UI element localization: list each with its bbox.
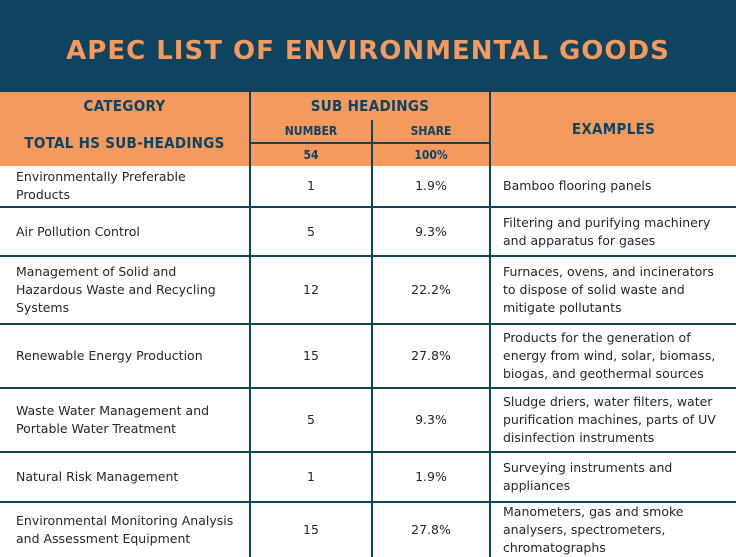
example-cell: Bamboo flooring panels xyxy=(490,166,736,207)
category-cell: Management of Solid and Hazardous Waste and Recycling Systems xyxy=(0,256,250,324)
example-cell: Manometers, gas and smoke analysers, spectrometers, chromatographs xyxy=(490,502,736,557)
example-cell: Products for the generation of energy from wind, solar, biomass, biogas, and geothermal sources xyxy=(490,324,736,388)
example-cell: Sludge driers, water filters, water purification machines, parts of UV disinfection instruments xyxy=(490,388,736,452)
environmental-goods-table xyxy=(0,92,736,557)
table-row xyxy=(0,166,736,207)
total-hs-header: TOTAL HS SUB-HEADINGS xyxy=(0,120,250,166)
category-header: CATEGORY xyxy=(0,92,250,120)
total-share: 100% xyxy=(372,143,490,166)
table-body xyxy=(0,166,736,557)
title-banner xyxy=(0,0,736,92)
table-row xyxy=(0,324,736,388)
table-row xyxy=(0,388,736,452)
sub-headings-header: SUB HEADINGS xyxy=(250,92,490,120)
share-cell: 22.2% xyxy=(372,256,490,324)
table-header xyxy=(0,92,736,166)
total-number: 54 xyxy=(250,143,372,166)
number-header: NUMBER xyxy=(250,120,372,143)
number-cell: 15 xyxy=(250,502,372,557)
page-title: APEC LIST OF ENVIRONMENTAL GOODS xyxy=(66,36,670,66)
number-cell: 1 xyxy=(250,166,372,207)
number-cell: 12 xyxy=(250,256,372,324)
category-cell: Waste Water Management and Portable Water Treatment xyxy=(0,388,250,452)
example-cell: Surveying instruments and appliances xyxy=(490,452,736,502)
number-cell: 1 xyxy=(250,452,372,502)
share-cell: 27.8% xyxy=(372,502,490,557)
number-cell: 15 xyxy=(250,324,372,388)
table-row xyxy=(0,207,736,256)
share-cell: 1.9% xyxy=(372,166,490,207)
share-cell: 27.8% xyxy=(372,324,490,388)
examples-header: EXAMPLES xyxy=(490,92,736,166)
share-cell: 9.3% xyxy=(372,388,490,452)
category-cell: Renewable Energy Production xyxy=(0,324,250,388)
table-row xyxy=(0,452,736,502)
share-cell: 1.9% xyxy=(372,452,490,502)
number-cell: 5 xyxy=(250,388,372,452)
example-cell: Filtering and purifying machinery and apparatus for gases xyxy=(490,207,736,256)
table-row xyxy=(0,256,736,324)
category-cell: Environmentally Preferable Products xyxy=(0,166,250,207)
share-cell: 9.3% xyxy=(372,207,490,256)
number-cell: 5 xyxy=(250,207,372,256)
category-cell: Air Pollution Control xyxy=(0,207,250,256)
example-cell: Furnaces, ovens, and incinerators to dispose of solid waste and mitigate pollutants xyxy=(490,256,736,324)
share-header: SHARE xyxy=(372,120,490,143)
table-row xyxy=(0,502,736,557)
category-cell: Environmental Monitoring Analysis and Assessment Equipment xyxy=(16,513,234,546)
category-cell: Natural Risk Management xyxy=(0,452,250,502)
